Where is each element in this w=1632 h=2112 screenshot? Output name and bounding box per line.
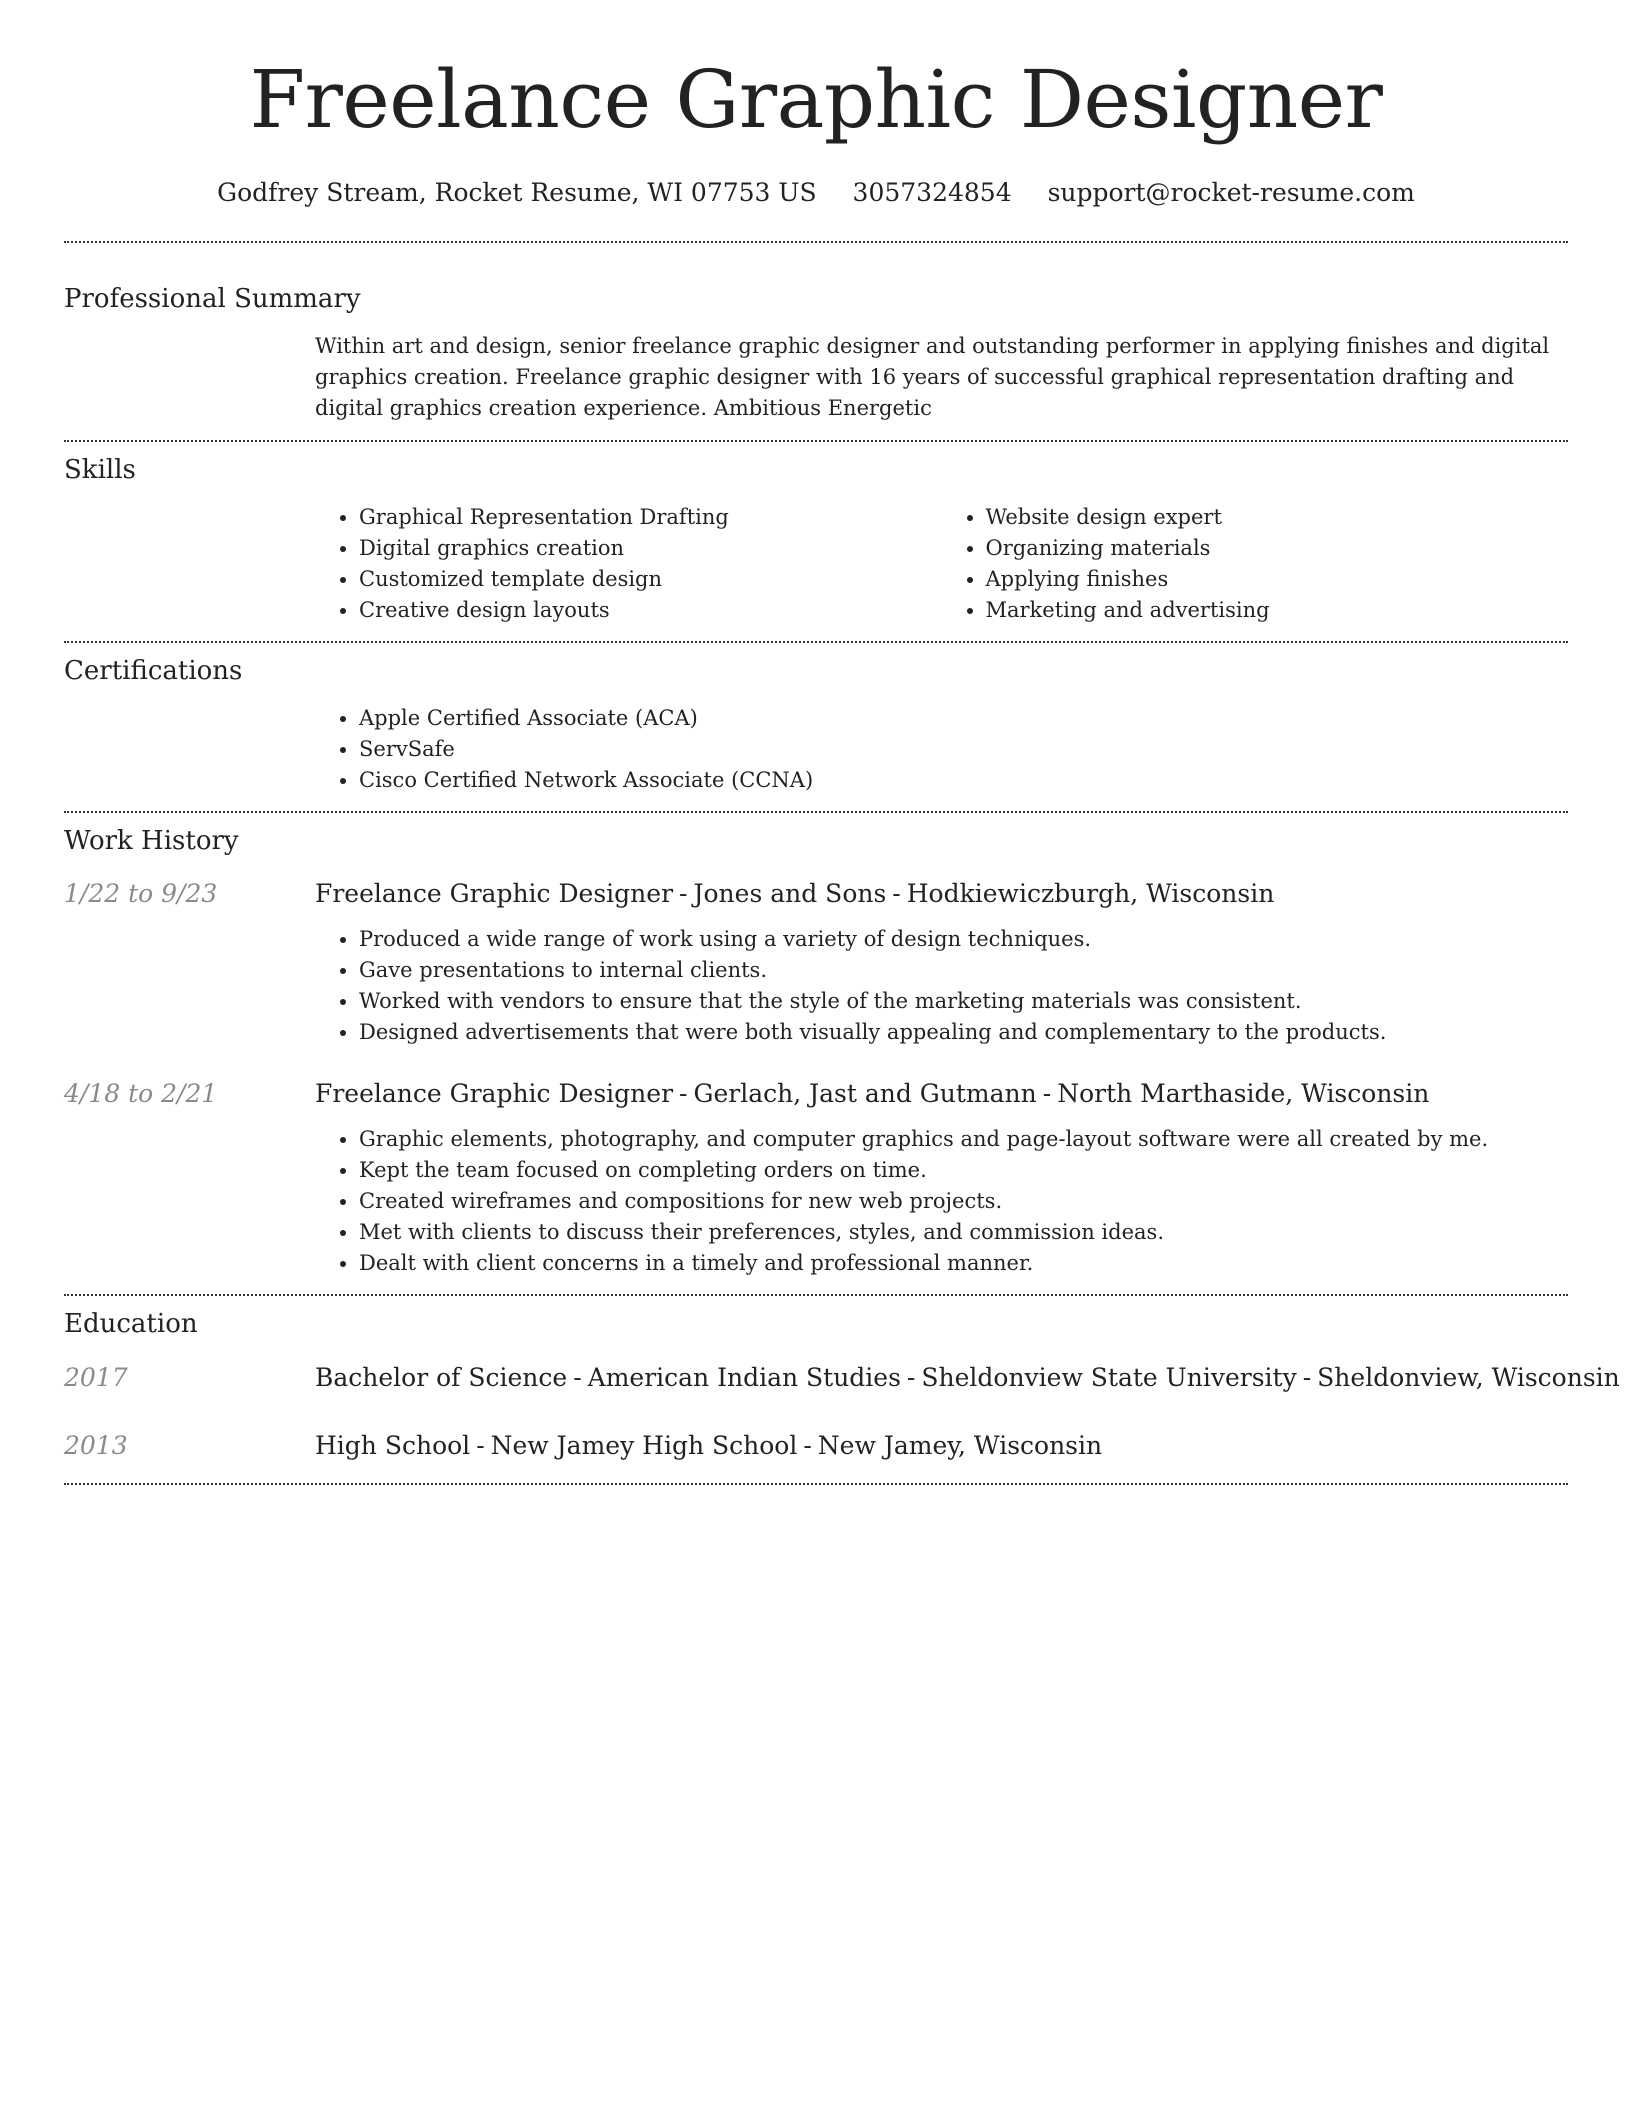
job-bullet: • Met with clients to discuss their preferences, styles, and commission ideas. (359, 1217, 1568, 1248)
job-bullets (315, 1124, 1568, 1279)
separator: - (679, 1079, 688, 1108)
skill-item: • Digital graphics creation (359, 533, 942, 564)
job-dates: 4/18 to 2/21 (64, 1079, 218, 1108)
job-bullet: • Graphic elements, photography, and computer graphics and page-layout software were all created by me. (359, 1124, 1568, 1155)
education-degree: High School (315, 1431, 471, 1460)
separator: - (679, 879, 688, 908)
skill-item: • Organizing materials (986, 533, 1569, 564)
certifications-list (315, 703, 1568, 796)
education-school: New Jamey High School (490, 1431, 798, 1460)
skills-section (64, 442, 1568, 626)
education-year: 2017 (64, 1363, 128, 1392)
certification-item: • Apple Certified Associate (ACA) (359, 703, 1568, 734)
summary-text: Within art and design, senior freelance graphic designer and outstanding performer in applying finishes and digital graphics creation. Freelance graphic designer with 16 years of successful graphical representation drafting and digital graphics creation experience. Ambitious Energetic (315, 334, 1550, 420)
separator: - (476, 1431, 485, 1460)
education-school: Sheldonview State University (921, 1363, 1297, 1392)
skill-item: • Graphical Representation Drafting (359, 502, 942, 533)
certifications-heading: Certifications (64, 656, 243, 686)
job-entry (64, 877, 1568, 1048)
job-bullet: • Gave presentations to internal clients. (359, 955, 1568, 986)
separator: - (906, 1363, 916, 1392)
job-dates: 1/22 to 9/23 (64, 879, 218, 908)
resume-page (64, 0, 1620, 1485)
skills-heading: Skills (64, 455, 136, 485)
education-heading: Education (64, 1309, 198, 1339)
education-section (64, 1296, 1620, 1463)
job-role: Freelance Graphic Designer (315, 1079, 674, 1108)
job-company: Jones and Sons (693, 879, 887, 908)
separator: - (1042, 1079, 1052, 1108)
work-history-section (64, 813, 1568, 1279)
job-role: Freelance Graphic Designer (315, 879, 674, 908)
job-bullet: • Produced a wide range of work using a variety of design techniques. (359, 924, 1568, 955)
skill-item: • Marketing and advertising (986, 595, 1569, 626)
skills-list-right (942, 502, 1569, 626)
resume-title: Freelance Graphic Designer (249, 53, 1383, 146)
education-entry (64, 1361, 1620, 1395)
education-entry (64, 1429, 1568, 1463)
job-location: Hodkiewiczburgh, Wisconsin (906, 879, 1275, 908)
education-location: New Jamey, Wisconsin (817, 1431, 1103, 1460)
job-bullet: • Designed advertisements that were both visually appealing and complementary to the products. (359, 1017, 1568, 1048)
education-heading-line (315, 1361, 1620, 1395)
contact-line (64, 176, 1568, 210)
education-degree: Bachelor of Science (315, 1363, 568, 1392)
education-location: Sheldonview, Wisconsin (1317, 1363, 1620, 1392)
job-heading (315, 877, 1274, 911)
separator: - (803, 1431, 812, 1460)
separator: - (892, 879, 901, 908)
work-history-heading: Work History (64, 826, 239, 856)
contact-address: Godfrey Stream, Rocket Resume, WI 07753 US (217, 178, 817, 207)
certification-item: • Cisco Certified Network Associate (CCNA) (359, 765, 1568, 796)
job-location: North Marthaside, Wisconsin (1057, 1079, 1430, 1108)
job-bullet: • Worked with vendors to ensure that the style of the marketing materials was consistent. (359, 986, 1568, 1017)
separator: - (573, 1363, 582, 1392)
skill-item: • Customized template design (359, 564, 942, 595)
skill-item: • Website design expert (986, 502, 1569, 533)
skill-item: • Creative design layouts (359, 595, 942, 626)
job-company: Gerlach, Jast and Gutmann (693, 1079, 1037, 1108)
section-divider (64, 1483, 1568, 1485)
job-bullets (315, 924, 1568, 1048)
education-year: 2013 (64, 1431, 128, 1460)
job-bullet: • Created wireframes and compositions for new web projects. (359, 1186, 1568, 1217)
summary-section (64, 243, 1568, 424)
contact-email: support@rocket-resume.com (1047, 178, 1415, 207)
skill-item: • Applying finishes (986, 564, 1569, 595)
education-field: American Indian Studies (587, 1363, 901, 1392)
contact-phone: 3057324854 (852, 178, 1012, 207)
job-entry (64, 1077, 1568, 1279)
summary-heading: Professional Summary (64, 284, 361, 314)
certifications-section (64, 643, 1568, 796)
separator: - (1302, 1363, 1312, 1392)
job-bullet: • Dealt with client concerns in a timely and professional manner. (359, 1248, 1568, 1279)
certification-item: • ServSafe (359, 734, 1568, 765)
job-heading (315, 1077, 1429, 1111)
job-bullet: • Kept the team focused on completing orders on time. (359, 1155, 1568, 1186)
education-heading-line (315, 1429, 1102, 1463)
skills-list-left (315, 502, 942, 626)
